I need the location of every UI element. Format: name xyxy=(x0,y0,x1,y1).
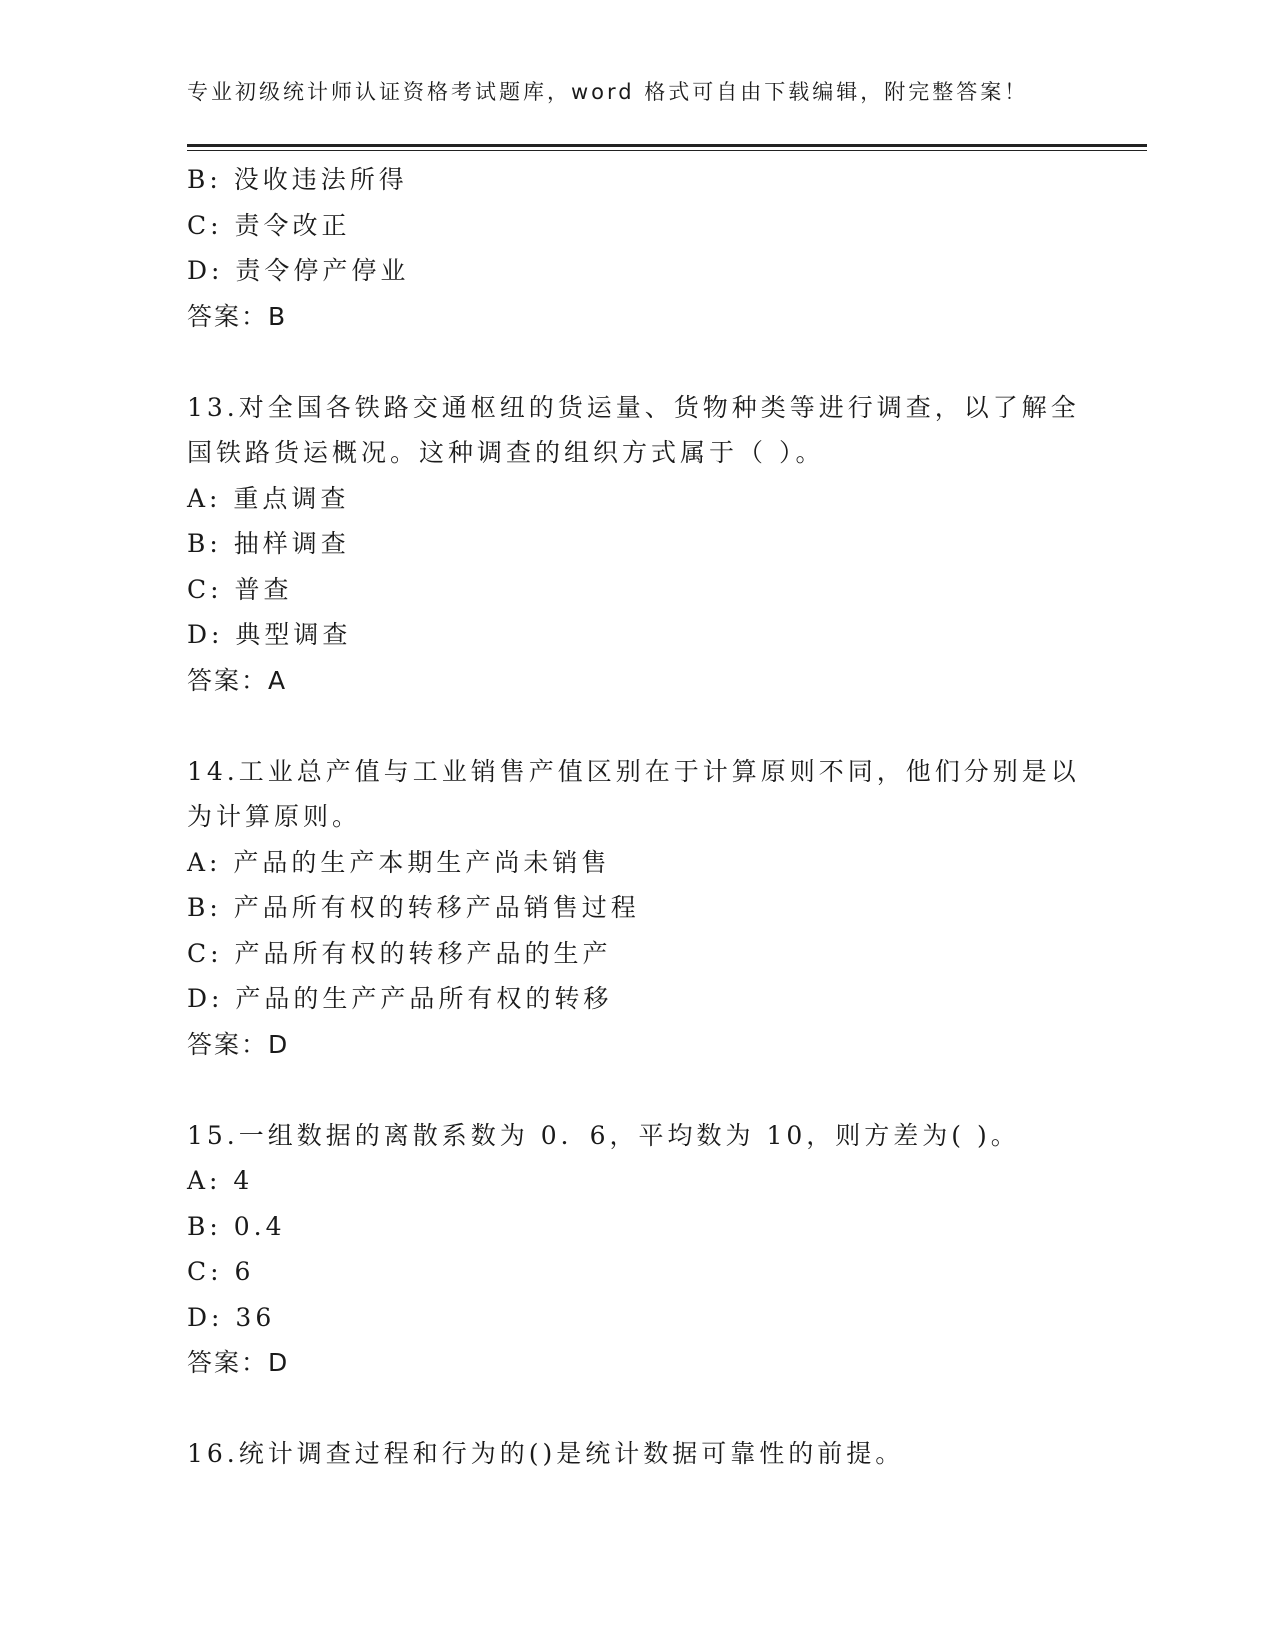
spacer xyxy=(187,339,1087,385)
option-a: A: 重点调查 xyxy=(187,483,350,513)
answer: 答案：D xyxy=(187,1029,290,1059)
question-15 xyxy=(187,1113,1087,1386)
question-stem: 13.对全国各铁路交通枢纽的货运量、货物种类等进行调查，以了解全 xyxy=(187,392,1080,422)
answer: 答案：A xyxy=(187,665,288,695)
option-c: C: 产品所有权的转移产品的生产 xyxy=(187,938,612,968)
question-content xyxy=(187,157,1087,1477)
answer: 答案：D xyxy=(187,1348,290,1377)
question-stem: 14.工业总产值与工业销售产值区别在于计算原则不同，他们分别是以 xyxy=(187,756,1080,786)
option-d: D: 36 xyxy=(187,1302,276,1332)
question-13 xyxy=(187,385,1087,704)
answer: 答案：B xyxy=(187,301,288,331)
spacer xyxy=(187,1386,1087,1432)
option-d: D: 典型调查 xyxy=(187,620,352,649)
question-16 xyxy=(187,1431,1087,1477)
option-c: C: 普查 xyxy=(187,574,293,604)
question-14 xyxy=(187,749,1087,1068)
question-12 xyxy=(187,157,1087,339)
option-b: B: 0.4 xyxy=(187,1211,286,1241)
option-d: D: 产品的生产产品所有权的转移 xyxy=(187,984,613,1013)
spacer xyxy=(187,703,1087,749)
option-b: B: 没收违法所得 xyxy=(187,165,408,194)
spacer xyxy=(187,1067,1087,1113)
option-d: D: 责令停产停业 xyxy=(187,256,410,285)
option-a: A: 4 xyxy=(187,1166,254,1195)
option-c: C: 责令改正 xyxy=(187,210,351,240)
question-stem: 为计算原则。 xyxy=(187,802,362,831)
option-a: A: 产品的生产本期生产尚未销售 xyxy=(187,847,611,877)
option-c: C: 6 xyxy=(187,1257,255,1286)
question-stem: 15.一组数据的离散系数为 0．6，平均数为 10，则方差为( )。 xyxy=(187,1120,1020,1150)
question-stem: 16.统计调查过程和行为的()是统计数据可靠性的前提。 xyxy=(187,1439,905,1468)
header-rule-thin xyxy=(187,150,1147,151)
option-b: B: 产品所有权的转移产品销售过程 xyxy=(187,893,640,922)
page-header: 专业初级统计师认证资格考试题库，word 格式可自由下载编辑，附完整答案！ xyxy=(187,80,1029,104)
option-b: B: 抽样调查 xyxy=(187,529,350,558)
header-rule-thick xyxy=(187,144,1147,147)
question-stem: 国铁路货运概况。这种调查的组织方式属于（ ）。 xyxy=(187,438,825,467)
